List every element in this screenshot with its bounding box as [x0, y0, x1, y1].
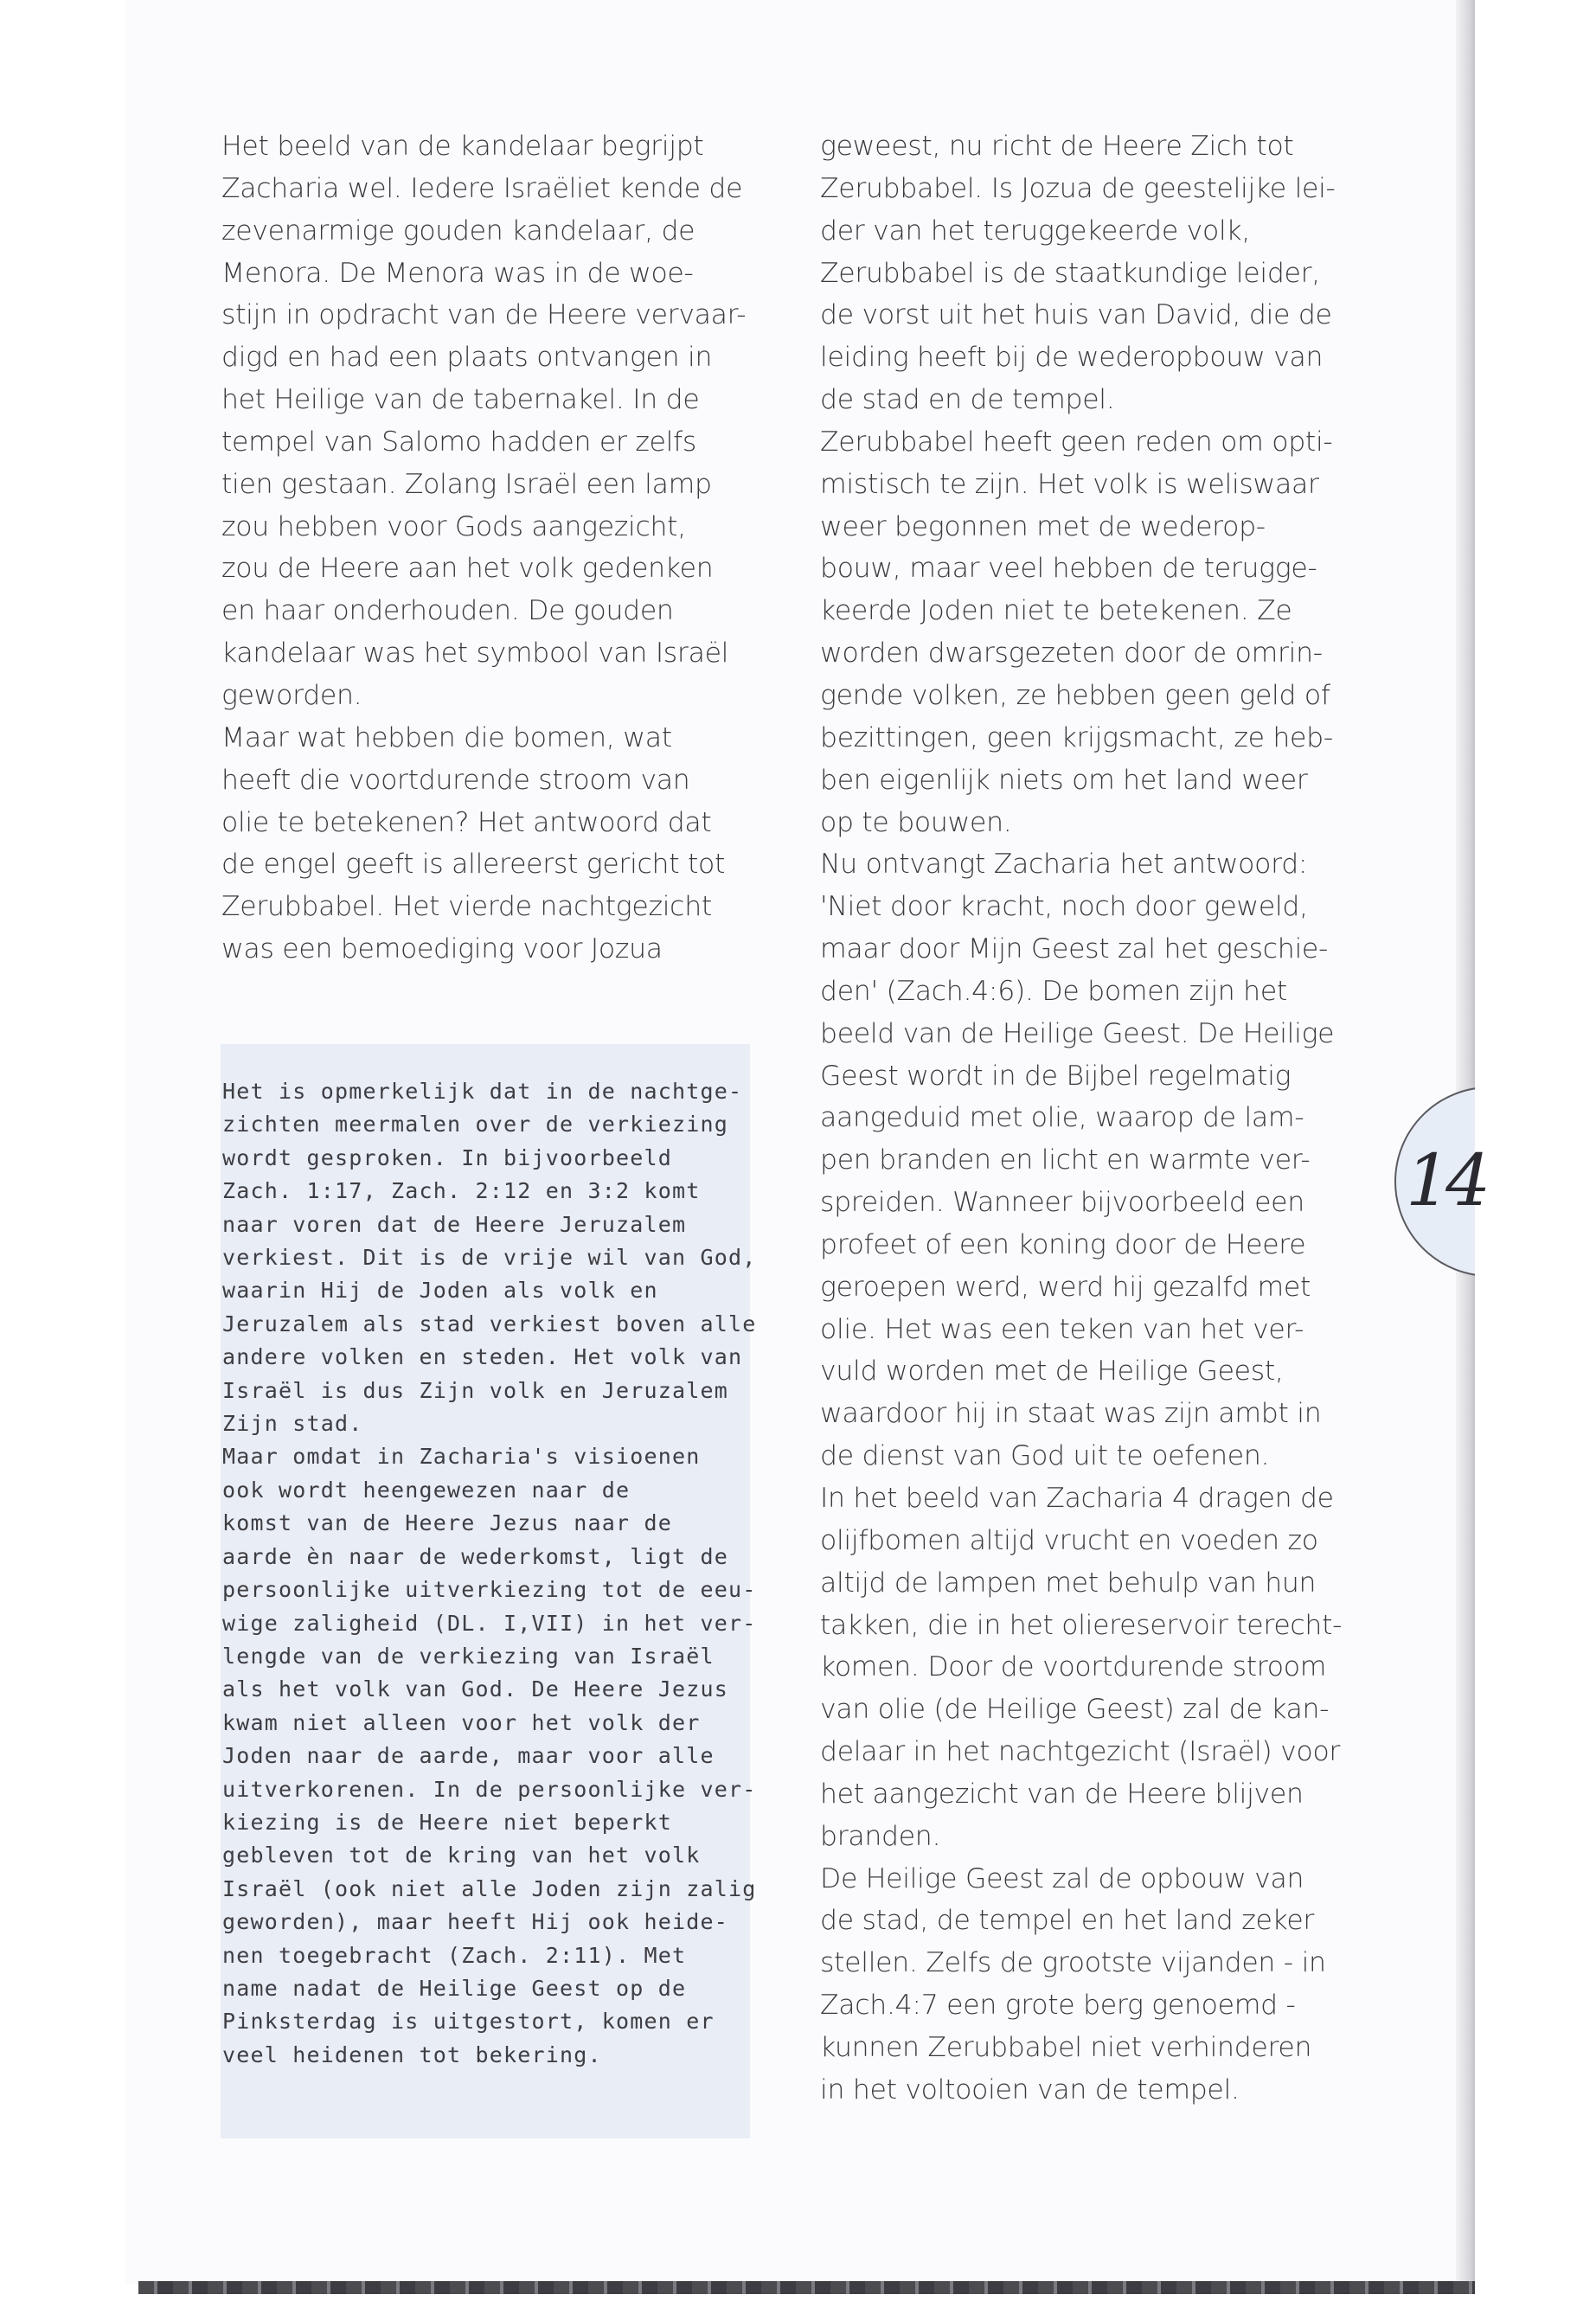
- right-paragraph-1: geweest, nu richt de Heere Zich tot Zerubbabel. Is Jozua de geestelijke lei- der van het teruggekeerde volk, Zerubbabel is de staatkundige leider, de vorst uit het huis van David, die de leiding heeft bij de wederopbouw van de stad en de tempel.: [820, 131, 1336, 416]
- right-column: [820, 125, 1356, 2112]
- right-paragraph-4: In het beeld van Zacharia 4 dragen de olijfbomen altijd vrucht en voeden zo altijd de lampen met behulp van hun takken, die in het oliereservoir terecht- komen. Door de voortdurende stroom van olie (de Heilige Geest) zal de kan- delaar in het nachtgezicht (Israël) voor het aangezicht van de Heere blijven branden.: [820, 1483, 1343, 1852]
- left-paragraph-2: Maar wat hebben die bomen, wat heeft die voortdurende stroom van olie te betekenen? Het antwoord dat de engel geeft is allereerst gericht tot Zerubbabel. Het vierde nachtgezicht was een bemoediging voor Jozua: [221, 721, 726, 965]
- bottom-edge-strip: [138, 2281, 1475, 2294]
- sidebar-text: [222, 1075, 776, 2072]
- page-number: 14: [1406, 1140, 1486, 1222]
- left-column: [221, 125, 749, 971]
- left-paragraph-1: Het beeld van de kandelaar begrijpt Zacharia wel. Iedere Israëliet kende de zevenarmige gouden kandelaar, de Menora. De Menora was in de woe- stijn in opdracht van de Heere vervaar- digd en had een plaats ontvangen in het Heilige van de tabernakel. In de tempel van Salomo hadden er zelfs tien gestaan. Zolang Israël een lamp zou hebben voor Gods aangezicht, zou de Heere aan het volk gedenken en haar onderhouden. De gouden kandelaar was het symbool van Israël geworden.: [221, 131, 747, 711]
- right-paragraph-5: De Heilige Geest zal de opbouw van de stad, de tempel en het land zeker stellen. Zelfs de grootste vijanden - in Zach.4:7 een grote berg genoemd - kunnen Zerubbabel niet verhinderen in het voltooien van de tempel.: [820, 1862, 1326, 2106]
- right-paragraph-2: Zerubbabel heeft geen reden om opti- mistisch te zijn. Het volk is weliswaar weer begonnen met de wederop- bouw, maar veel hebben de terugge- keerde Joden niet te betekenen. Ze worden dwarsgezeten door de omrin- gende volken, ze hebben geen geld of bezittingen, geen krijgsmacht, ze heb- ben eigenlijk niets om het land weer op te bouwen.: [820, 426, 1333, 838]
- sidebar-paragraph-1: Het is opmerkelijk dat in de nachtge- zichten meermalen over de verkiezing wordt gesproken. In bijvoorbeeld Zach. 1:17, Zach. 2:12 en 3:2 komt naar voren dat de Heere Jeruzalem verkiest. Dit is de vrije wil van God, waarin Hij de Joden als volk en Jeruzalem als stad verkiest boven alle andere volken en steden. Het volk van Israël is dus Zijn volk en Jeruzalem Zijn stad.: [222, 1079, 757, 1437]
- right-paragraph-3: Nu ontvangt Zacharia het antwoord: 'Niet door kracht, noch door geweld, maar door Mijn Geest zal het geschie- den' (Zach.4:6). De bomen zijn het beeld van de Heilige Geest. De Heilige Geest wordt in de Bijbel regelmatig aangeduid met olie, waarop de lam- pen branden en licht en warmte ver- spreiden. Wanneer bijvoorbeeld een profeet of een koning door de Heere geroepen werd, werd hij gezalfd met olie. Het was een teken van het ver- vuld worden met de Heilige Geest, waardoor hij in staat was zijn ambt in de dienst van God uit te oefenen.: [820, 849, 1335, 1472]
- sidebar-paragraph-2: Maar omdat in Zacharia's visioenen ook wordt heengewezen naar de komst van de Heere Jezus naar de aarde èn naar de wederkomst, ligt de persoonlijke uitverkiezing tot de eeu- wige zaligheid (DL. I,VII) in het ver- lengde van de verkiezing van Israël als het volk van God. De Heere Jezus kwam niet alleen voor het volk der Joden naar de aarde, maar voor alle uitverkorenen. In de persoonlijke ver- kiezing is de Heere niet beperkt gebleven tot de kring van het volk Israël (ook niet alle Joden zijn zalig geworden), maar heeft Hij ook heide- nen toegebracht (Zach. 2:11). Met name nadat de Heilige Geest op de Pinksterdag is uitgestort, komen er veel heidenen tot bekering.: [222, 1444, 757, 2067]
